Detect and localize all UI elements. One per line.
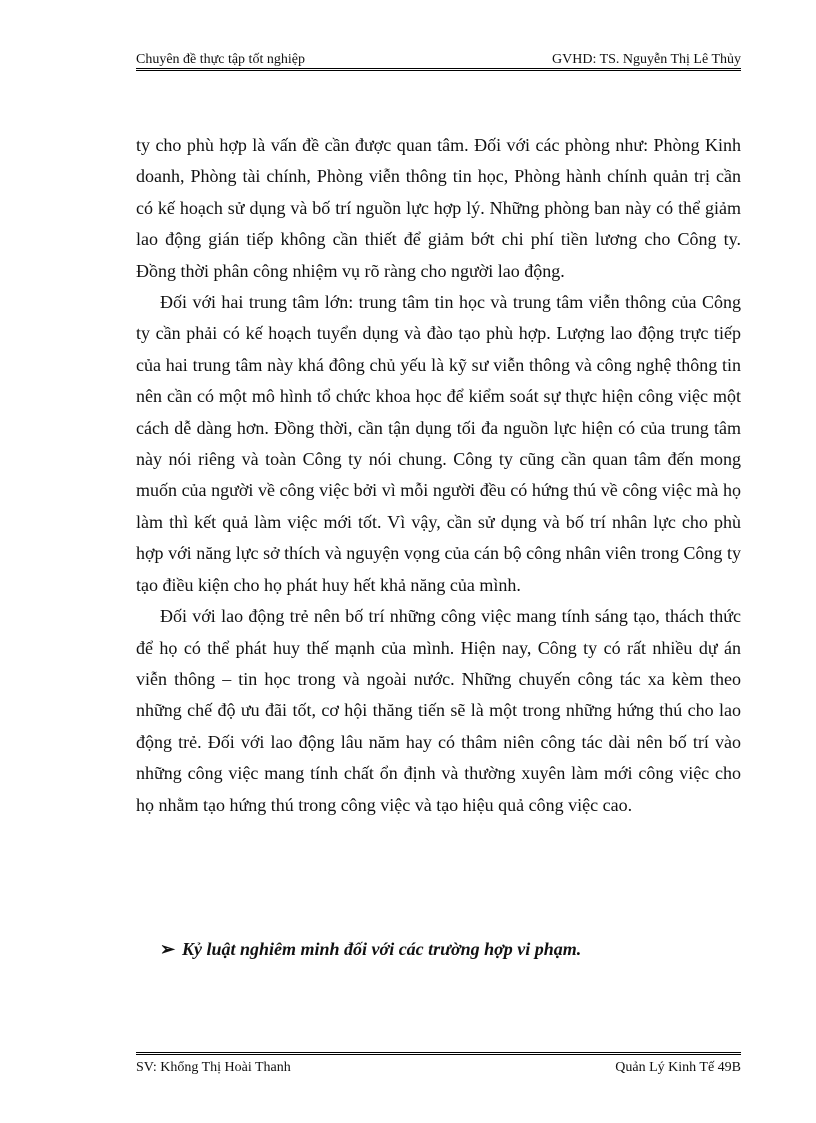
bullet-heading-text: Kỷ luật nghiêm minh đối với các trường hợp vi phạm. — [182, 939, 582, 959]
page-header — [136, 50, 741, 70]
bullet-heading — [160, 934, 740, 965]
paragraph-training-centers: Đối với hai trung tâm lớn: trung tâm tin học và trung tâm viễn thông của Công ty cần phải có kế hoạch tuyển dụng và đào tạo phù hợp. Lượng lao động trực tiếp của hai trung tâm này khá đông chủ yếu là kỹ sư viễn thông và công nghệ thông tin nên cần có một mô hình tổ chức khoa học để kiểm soát sự thực hiện công việc một cách dễ dàng hơn. Đồng thời, cần tận dụng tối đa nguồn lực hiện có của trung tâm này nói riêng và toàn Công ty nói chung. Công ty cũng cần quan tâm đến mong muốn của người về công việc bởi vì mỗi người đều có hứng thú về công việc mà họ làm thì kết quả làm việc mới tốt. Vì vậy, cần sử dụng và bố trí nhân lực cho phù hợp với năng lực sở thích và nguyện vọng của cán bộ công nhân viên trong Công ty tạo điều kiện cho họ phát huy hết khả năng của mình. — [136, 292, 741, 595]
footer-divider — [136, 1052, 741, 1055]
header-supervisor: GVHD: TS. Nguyễn Thị Lê Thủy — [552, 52, 741, 67]
page-footer — [136, 1058, 741, 1078]
paragraph-young-workers: Đối với lao động trẻ nên bố trí những công việc mang tính sáng tạo, thách thức để họ có thể phát huy thế mạnh của mình. Hiện nay, Công ty có rất nhiều dự án viễn thông – tin học trong và ngoài nước. Những chuyến công tác xa kèm theo những chế độ ưu đãi tốt, cơ hội thăng tiến sẽ là một trong những hứng thú cho lao động trẻ. Đối với lao động lâu năm hay có thâm niên công tác dài nên bố trí vào những công việc mang tính chất ổn định và thường xuyên làm mới công việc cho họ nhằm tạo hứng thú trong công việc và tạo hiệu quả công việc cao. — [136, 606, 741, 815]
footer-student: SV: Khổng Thị Hoài Thanh — [136, 1060, 291, 1075]
paragraph-continuation: ty cho phù hợp là vấn đề cần được quan tâm. Đối với các phòng như: Phòng Kinh doanh, Phòng tài chính, Phòng viễn thông tin học, Phòng hành chính quản trị cần có kế hoạch sử dụng và bố trí nguồn lực hợp lý. Những phòng ban này có thể giảm lao động gián tiếp không cần thiết để giảm bớt chi phí tiền lương cho Công ty. Đồng thời phân công nhiệm vụ rõ ràng cho người lao động. — [136, 135, 741, 281]
footer-class: Quản Lý Kinh Tế 49B — [615, 1060, 741, 1075]
arrow-bullet-icon: ➢ — [160, 939, 176, 959]
header-divider — [136, 68, 741, 71]
header-title: Chuyên đề thực tập tốt nghiệp — [136, 52, 305, 67]
document-body — [136, 130, 741, 821]
